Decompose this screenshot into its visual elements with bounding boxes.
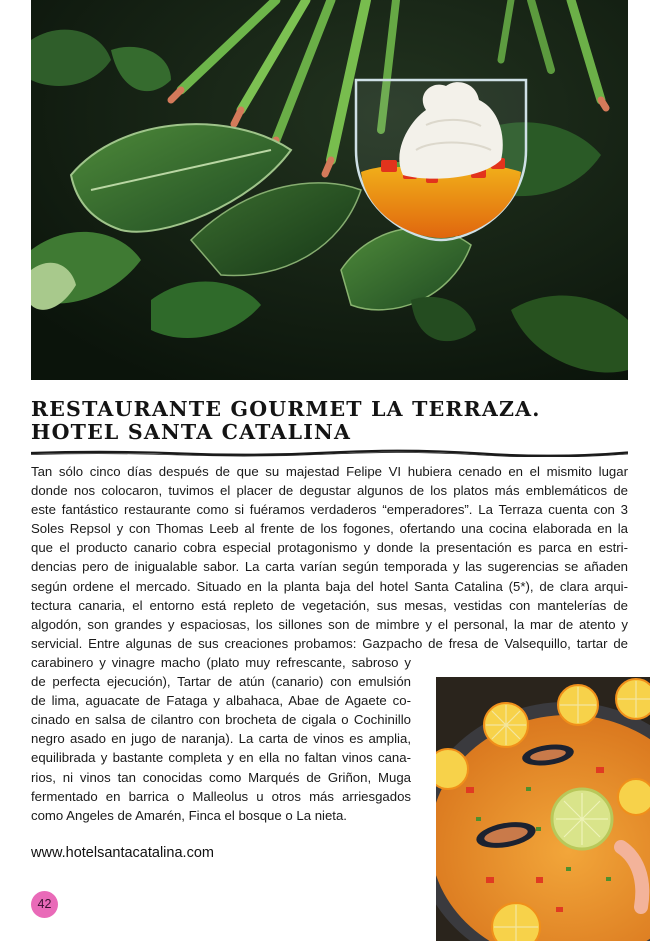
body-line: algodón, son grandes y espaciosas, los sillones son de mimbre y el personal, la mar de atento y: [31, 616, 628, 632]
body-line: según ordene el mercado. Situado en la planta baja del hotel Santa Catalina (5*), de clara arqui-: [31, 578, 628, 594]
article-title: [31, 398, 631, 444]
body-line: negro asado en jugo de naranja). La carta de vinos es amplia,: [31, 731, 411, 747]
body-line: Tan sólo cinco días después de que su majestad Felipe VI hubiera cenado en el mismito lugar: [31, 464, 628, 479]
body-line: tectura canaria, el entorno está repleto de vegetación, sus mesas, vestidas con mantelerías de: [31, 597, 628, 613]
body-line: que el producto canario cobra especial protagonismo y donde la presentación es parca en estri-: [31, 540, 628, 556]
paella-photo-illustration: [436, 677, 650, 941]
body-line: equilibrada y bastante completa y en ella no faltan vinos cana-: [31, 750, 411, 766]
body-line: dencias pero de inigualable sabor. La carta varían según temporada y las sugerencias se añaden: [31, 559, 628, 575]
body-line: servicial. Entre algunas de sus creaciones probamos: Gazpacho de fresa de Valsequillo, tartar de: [31, 635, 628, 651]
body-line: rios, ni vinos tan conocidas como Marqués de Griñon, Muga: [31, 769, 411, 785]
body-line: como Angeles de Amarén, Finca el bosque o La nieta.: [31, 807, 347, 823]
title-line-1: RESTAURANTE GOURMET LA TERRAZA.: [31, 397, 541, 421]
paella-photo: [436, 677, 650, 941]
body-line: este fantástico restaurante como si fuéramos verdaderos “emperadores”. La Terraza cuenta con 3: [31, 502, 628, 518]
body-line: de lima, aguacate de Fataga y albahaca, Abae de Agaete co-: [31, 693, 411, 709]
website-link[interactable]: www.hotelsantacatalina.com: [31, 845, 214, 861]
body-line: fermentado en barrica o Malleolus u otros más arriesgados: [31, 788, 411, 804]
body-line: donde nos colocaron, tuvimos el placer de degustar algunos de los platos más emblemáticos de: [31, 483, 628, 499]
dessert-photo: [31, 0, 628, 380]
dessert-photo-illustration: [31, 0, 628, 380]
body-line: Soles Repsol y con Thomas Leeb al frente de los fogones, ofertando una cocina elaborada en la: [31, 521, 628, 537]
title-line-2: HOTEL SANTA CATALINA: [31, 420, 352, 444]
body-line: cinado en salsa de cilantro con brocheta de cigala o Cochinillo: [31, 712, 411, 728]
body-line: de perfecta ejecución), Tartar de atún (canario) con emulsión: [31, 674, 411, 690]
body-line: carabinero y vinagre macho (plato muy refrescante, sabroso y: [31, 654, 411, 670]
page-number-badge: 42: [31, 891, 58, 918]
title-divider: [31, 449, 628, 457]
